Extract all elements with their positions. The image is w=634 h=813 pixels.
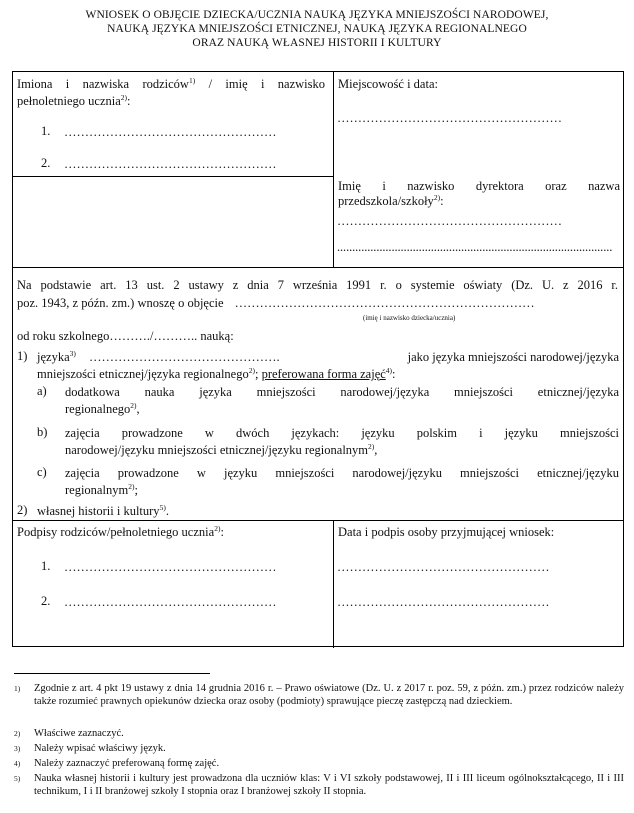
- application-form-table: [12, 71, 624, 647]
- title-line-1: WNIOSEK O OBJĘCIE DZIECKA/UCZNIA NAUKĄ JĘZYKA MNIEJSZOŚCI NARODOWEJ,: [85, 9, 549, 21]
- footnote-ref: 3): [69, 349, 76, 358]
- signature-1-number: 1.: [41, 559, 51, 573]
- body-paragraph-line1: Na podstawie art. 13 ust. 2 ustawy z dnia 7 września 1991 r. o systemie oświaty (Dz. U. z 2016 r.: [17, 278, 618, 292]
- body-text: regionalnego: [65, 402, 131, 416]
- signature-2-field[interactable]: ……………………………………………: [64, 595, 277, 609]
- option-a-number: a): [37, 384, 47, 398]
- parent-2-field[interactable]: ……………………………………………: [64, 157, 277, 171]
- footnote-ref: 2): [130, 401, 137, 410]
- footnote-ref: 2): [214, 524, 221, 533]
- body-text: języka: [37, 350, 70, 364]
- body-text: ,: [374, 443, 378, 457]
- footnote-text: Zgodnie z art. 4 pkt 19 ustawy z dnia 14 grudnia 2016 r. – Prawo oświatowe (Dz. U. z 2017 r. poz. 59, z późn. zm.) przez rodziców należy także rozumieć prawnych opiekunów dziecka oraz osoby (podmioty) sprawujące pieczę zastępczą nad dzieckiem.: [34, 683, 624, 707]
- signature-2-number: 2.: [41, 594, 51, 608]
- footnote-separator: [14, 673, 210, 674]
- receiver-label: Data i podpis osoby przyjmującej wniosek:: [338, 525, 555, 539]
- child-name-field[interactable]: ………………………………………………………………: [234, 296, 535, 310]
- body-text: /: [149, 329, 154, 343]
- option-b-line2: [65, 442, 377, 459]
- parent-1-field[interactable]: ……………………………………………: [64, 125, 277, 139]
- title-line-2: NAUKĄ JĘZYKA MNIEJSZOŚCI ETNICZNEJ, NAUKĄ JĘZYKA REGIONALNEGO: [107, 23, 527, 35]
- footnote-ref: 5): [159, 503, 166, 512]
- footnote-number: 5): [14, 774, 21, 783]
- footnote-ref: 4): [385, 366, 393, 375]
- footnote-number: 3): [14, 744, 21, 753]
- body-text: ;: [134, 483, 138, 497]
- option-c-number: c): [37, 465, 47, 479]
- item-2-number: 2): [17, 503, 28, 517]
- place-date-label: Miejscowość i data:: [338, 77, 438, 91]
- body-text: od roku szkolnego: [17, 329, 110, 343]
- signatures-label-text: :: [220, 525, 224, 539]
- footnote-ref: 2): [248, 366, 255, 375]
- signatures-label-text: Podpisy rodziców/pełnoletniego ucznia: [17, 525, 215, 539]
- checkbox-language[interactable]: [37, 350, 76, 364]
- body-paragraph-line2: [17, 295, 618, 312]
- footnote-text: Należy wpisać właściwy język.: [34, 743, 166, 754]
- child-name-caption: (imię i nazwisko dziecka/ucznia): [363, 314, 456, 322]
- body-text: własnej historii i kultury: [37, 504, 160, 518]
- parents-label-line2: [17, 93, 325, 110]
- parent-2-number: 2.: [41, 156, 51, 170]
- column-divider-top: [333, 72, 334, 267]
- item-2-line[interactable]: [37, 503, 169, 520]
- footnote-5: [14, 772, 624, 802]
- director-label-line2: [338, 193, 444, 210]
- director-field-2[interactable]: ...........................................................................................: [337, 240, 613, 254]
- footnote-number: 4): [14, 759, 21, 768]
- director-field-1[interactable]: ………………………………………………: [337, 214, 562, 228]
- school-year-end-field[interactable]: ……….: [153, 329, 195, 343]
- footnote-1: [14, 682, 624, 724]
- item-1-number: 1): [17, 349, 28, 363]
- footnote-number: 2): [14, 729, 21, 738]
- footnote-text: Nauka własnej historii i kultury jest prowadzona dla uczniów klas: V i VI szkoły podstawowej, II i III liceum ogólnokształcącego, II i III technikum, I i II branżowej szkoły I stopnia oraz I branżowej szkoły II stopnia.: [34, 773, 624, 797]
- receiver-field-2[interactable]: ……………………………………………: [337, 595, 550, 609]
- school-year-start-field[interactable]: ……….: [109, 329, 150, 343]
- preferred-form-label: preferowana forma zajęć: [261, 367, 386, 381]
- footnote-ref: 2): [433, 193, 441, 202]
- body-text: mniejszości etnicznej/języka regionalnego: [37, 367, 249, 381]
- body-text: :: [392, 367, 396, 381]
- body-text: narodowej/języku mniejszości etnicznej/języku regionalnym: [65, 443, 369, 457]
- body-text: . nauką:: [194, 329, 234, 343]
- title-line-3: ORAZ NAUKĄ WŁASNEJ HISTORII I KULTURY: [192, 37, 442, 49]
- parents-label: [17, 76, 325, 93]
- parents-label-part: :: [127, 94, 131, 108]
- footnote-ref: 1): [188, 76, 196, 85]
- option-b-number: b): [37, 425, 48, 439]
- option-a-line1[interactable]: dodatkowa nauka języka mniejszości narodowej/języka mniejszości etnicznej/języka: [65, 385, 619, 399]
- signature-1-field[interactable]: ……………………………………………: [64, 560, 277, 574]
- signatures-label: [17, 524, 224, 541]
- body-text: ,: [136, 402, 140, 416]
- director-label-part: przedszkola/szkoły: [338, 194, 434, 208]
- body-text: jako języka mniejszości narodowej/języka: [407, 350, 619, 364]
- body-text: ;: [254, 367, 262, 381]
- footnote-text: Właściwe zaznaczyć.: [34, 728, 124, 739]
- school-year-line: [17, 328, 234, 345]
- body-text: regionalnym: [65, 483, 129, 497]
- place-date-field[interactable]: ………………………………………………: [337, 111, 562, 125]
- option-c-line1[interactable]: zajęcia prowadzone w języku mniejszości narodowej/języku mniejszości etnicznej/języku: [65, 466, 619, 480]
- parents-label-part: / imię i nazwisko: [195, 77, 326, 91]
- body-text: poz. 1943, z późn. zm.) wnoszę o objęcie: [17, 296, 224, 310]
- parent-1-number: 1.: [41, 124, 51, 138]
- parents-label-part: pełnoletniego ucznia: [17, 94, 121, 108]
- option-c-line2: [65, 482, 138, 499]
- parents-label-part: Imiona i nazwiska rodziców: [17, 77, 189, 91]
- item-1-line1: [37, 349, 619, 366]
- footnote-text: Należy zaznaczyć preferowaną formę zajęć.: [34, 758, 220, 769]
- option-a-line2: [65, 401, 140, 418]
- footnote-ref: 2): [368, 442, 375, 451]
- receiver-field-1[interactable]: ……………………………………………: [337, 560, 550, 574]
- form-title: [0, 8, 634, 50]
- body-text: .: [165, 504, 169, 518]
- row-divider-left: [13, 176, 334, 177]
- row-divider-2: [13, 520, 623, 521]
- footnote-ref: 2): [120, 93, 128, 102]
- director-label: Imię i nazwisko dyrektora oraz nazwa: [338, 179, 620, 193]
- option-b-line1[interactable]: zajęcia prowadzone w dwóch językach: języku polskim i języku mniejszości: [65, 426, 619, 440]
- row-divider-1: [13, 267, 623, 268]
- footnote-number: 1): [14, 684, 21, 693]
- column-divider-bottom: [333, 520, 334, 648]
- item-1-line2: [37, 366, 396, 383]
- director-label-part: :: [440, 194, 444, 208]
- footnote-ref: 2): [128, 482, 135, 491]
- language-field[interactable]: ……………………………………….: [89, 350, 280, 364]
